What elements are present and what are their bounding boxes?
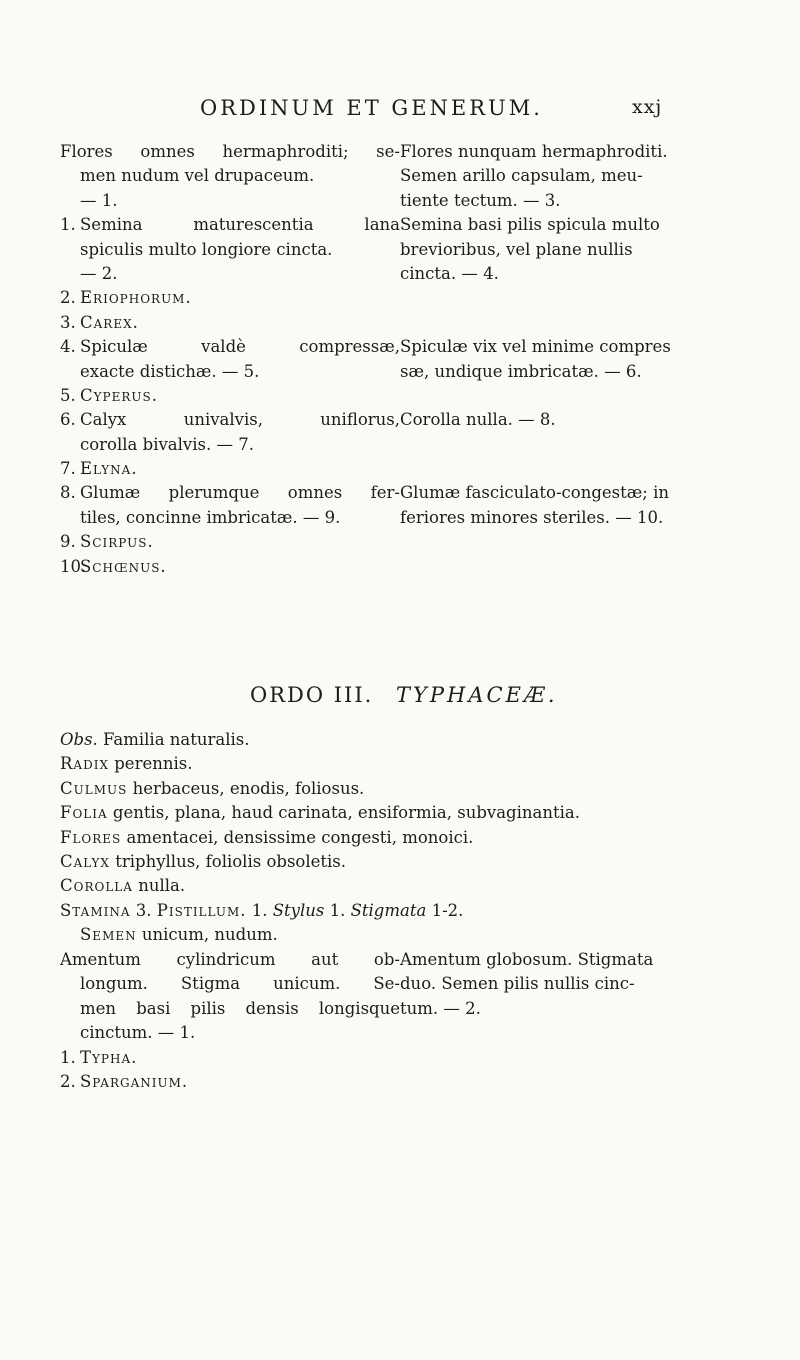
description-heading: Flores	[60, 827, 122, 847]
key-text: Glumæ plerumque omnes fer-	[80, 483, 400, 503]
key-text: brevioribus, vel plane nullis	[400, 239, 633, 259]
key-line	[400, 335, 750, 359]
key-text: exacte distichæ. — 5.	[80, 361, 260, 381]
key-line	[60, 481, 400, 505]
blank-line	[400, 311, 750, 335]
key-line	[400, 238, 750, 262]
genus-name: Elyna.	[80, 459, 138, 479]
key-text: Spiculæ valdè compressæ,	[80, 337, 400, 357]
key-text: Semen arillo capsulam, meu-	[400, 166, 643, 186]
key-line	[400, 408, 750, 432]
key-number: 2.	[60, 1071, 76, 1091]
key-line	[60, 189, 400, 213]
key-text: cinctum. — 1.	[80, 1023, 196, 1043]
key-text: sæ, undique imbricatæ. — 6.	[400, 361, 642, 381]
key-line	[60, 286, 400, 310]
genus-name: Carex.	[80, 312, 139, 332]
genus-name: Scirpus.	[80, 532, 154, 552]
key-text: men basi pilis densis longisque	[80, 998, 400, 1018]
key-line	[400, 948, 750, 972]
key-line	[60, 262, 400, 286]
key-text: Amentum globosum. Stigmata	[400, 950, 654, 969]
key-text: — 2.	[80, 263, 118, 283]
key-line	[60, 1070, 400, 1094]
key-line	[60, 948, 400, 972]
description-text: 1-2.	[426, 900, 464, 920]
key-bottom-left-column	[60, 948, 400, 1094]
ordo-heading	[250, 683, 558, 707]
key-number: 7.	[60, 459, 76, 479]
key-line	[60, 1046, 400, 1070]
running-header	[200, 96, 680, 120]
genus-name: Cyperus.	[80, 385, 158, 405]
key-text: Semina maturescentia lana	[80, 215, 400, 235]
key-text: duo. Semen pilis nullis cinc-	[400, 974, 635, 994]
key-line	[400, 262, 750, 286]
key-text: Corolla nulla. — 8.	[400, 410, 556, 430]
key-line	[60, 530, 400, 554]
genus-name: Typha.	[80, 1047, 138, 1067]
key-number: 9.	[60, 532, 76, 552]
key-text: longum. Stigma unicum. Se-	[80, 974, 400, 994]
description-heading: Corolla	[60, 876, 133, 896]
key-text: — 1.	[80, 190, 118, 210]
key-line	[60, 555, 400, 579]
key-line	[60, 972, 400, 996]
genus-name: Eriophorum.	[80, 288, 192, 308]
description-heading: Radix	[60, 754, 109, 774]
blank-line	[400, 286, 750, 310]
key-line	[400, 972, 750, 996]
description-heading: Stamina	[60, 900, 131, 920]
key-line	[400, 481, 750, 505]
key-line	[60, 384, 400, 408]
key-line	[400, 140, 750, 164]
family-description	[60, 728, 760, 948]
key-text: spiculis multo longiore cincta.	[80, 239, 333, 259]
description-line	[60, 826, 760, 850]
page-number: xxj	[632, 96, 663, 118]
description-text: unicum, nudum.	[136, 925, 278, 945]
genus-name: Schœnus.	[80, 556, 167, 576]
description-heading: Calyx	[60, 851, 110, 871]
description-line	[60, 874, 760, 898]
description-italic: Stylus	[272, 900, 325, 920]
description-text: 1.	[324, 900, 351, 920]
key-line	[60, 164, 400, 188]
key-text: Flores omnes hermaphroditi; se-	[60, 142, 400, 161]
key-number: 2.	[60, 288, 76, 308]
description-line	[60, 752, 760, 776]
description-text: amentacei, densissime congesti, monoici.	[121, 827, 474, 847]
description-line	[60, 850, 760, 874]
key-number: 4.	[60, 337, 76, 357]
description-text: gentis, plana, haud carinata, ensiformia, subvaginantia.	[107, 803, 580, 823]
key-line	[400, 506, 750, 530]
key-line	[400, 164, 750, 188]
description-heading: Culmus	[60, 778, 128, 798]
description-heading: Folia	[60, 803, 108, 823]
key-line	[60, 1021, 400, 1045]
key-text: men nudum vel drupaceum.	[80, 166, 315, 186]
blank-line	[400, 384, 750, 408]
key-text: cincta. — 4.	[400, 263, 499, 283]
description-text: triphyllus, foliolis obsoletis.	[109, 851, 347, 871]
description-text: 1.	[246, 900, 273, 920]
key-number: 10.	[60, 556, 87, 576]
key-text: Spiculæ vix vel minime compres	[400, 337, 671, 357]
description-text: 3.	[130, 900, 157, 920]
key-line	[60, 506, 400, 530]
ordo-family: TYPHACEÆ.	[396, 683, 558, 707]
key-line	[60, 997, 400, 1021]
key-top-right-column	[400, 140, 750, 530]
key-text: tiente tectum. — 3.	[400, 190, 561, 210]
key-line	[60, 360, 400, 384]
key-number: 1.	[60, 215, 76, 235]
description-text: Familia naturalis.	[97, 730, 250, 749]
key-text: Semina basi pilis spicula multo	[400, 215, 660, 235]
description-text: herbaceus, enodis, foliosus.	[127, 778, 365, 798]
key-line	[60, 311, 400, 335]
description-line	[60, 801, 760, 825]
blank-line	[400, 433, 750, 457]
description-line	[60, 728, 760, 752]
key-line	[400, 189, 750, 213]
description-heading: Pistillum.	[156, 900, 247, 920]
description-text: perennis.	[109, 754, 193, 774]
key-number: 5.	[60, 385, 76, 405]
key-number: 1.	[60, 1047, 76, 1067]
key-text: Amentum cylindricum aut ob-	[60, 950, 400, 969]
description-heading: Semen	[80, 925, 137, 945]
key-line	[400, 360, 750, 384]
key-line	[400, 213, 750, 237]
genus-name: Sparganium.	[80, 1071, 189, 1091]
key-text: Glumæ fasciculato-congestæ; in	[400, 483, 669, 503]
description-line	[60, 777, 760, 801]
key-number: 6.	[60, 410, 76, 430]
key-text: tum. — 2.	[400, 998, 481, 1018]
blank-line	[400, 457, 750, 481]
ordo-label: ORDO III.	[250, 683, 374, 707]
key-top-left-column	[60, 140, 400, 579]
key-line	[60, 335, 400, 359]
key-bottom-right-column	[400, 948, 750, 1021]
description-heading: Obs.	[60, 730, 98, 749]
description-text: nulla.	[132, 876, 186, 896]
description-line	[60, 899, 760, 923]
key-line	[60, 238, 400, 262]
key-number: 3.	[60, 312, 76, 332]
key-line	[60, 213, 400, 237]
key-number: 8.	[60, 483, 76, 503]
description-italic: Stigmata	[350, 900, 427, 920]
key-line	[60, 408, 400, 432]
key-text: tiles, concinne imbricatæ. — 9.	[80, 507, 341, 527]
key-line	[400, 997, 750, 1021]
key-line	[60, 457, 400, 481]
key-text: feriores minores steriles. — 10.	[400, 507, 664, 527]
key-text: Calyx univalvis, uniflorus,	[80, 410, 400, 430]
key-text: corolla bivalvis. — 7.	[80, 434, 254, 454]
key-line	[60, 140, 400, 164]
key-line	[60, 433, 400, 457]
running-title: ORDINUM ET GENERUM.	[200, 96, 543, 120]
description-line	[60, 923, 760, 947]
key-text: Flores nunquam hermaphroditi.	[400, 142, 668, 161]
